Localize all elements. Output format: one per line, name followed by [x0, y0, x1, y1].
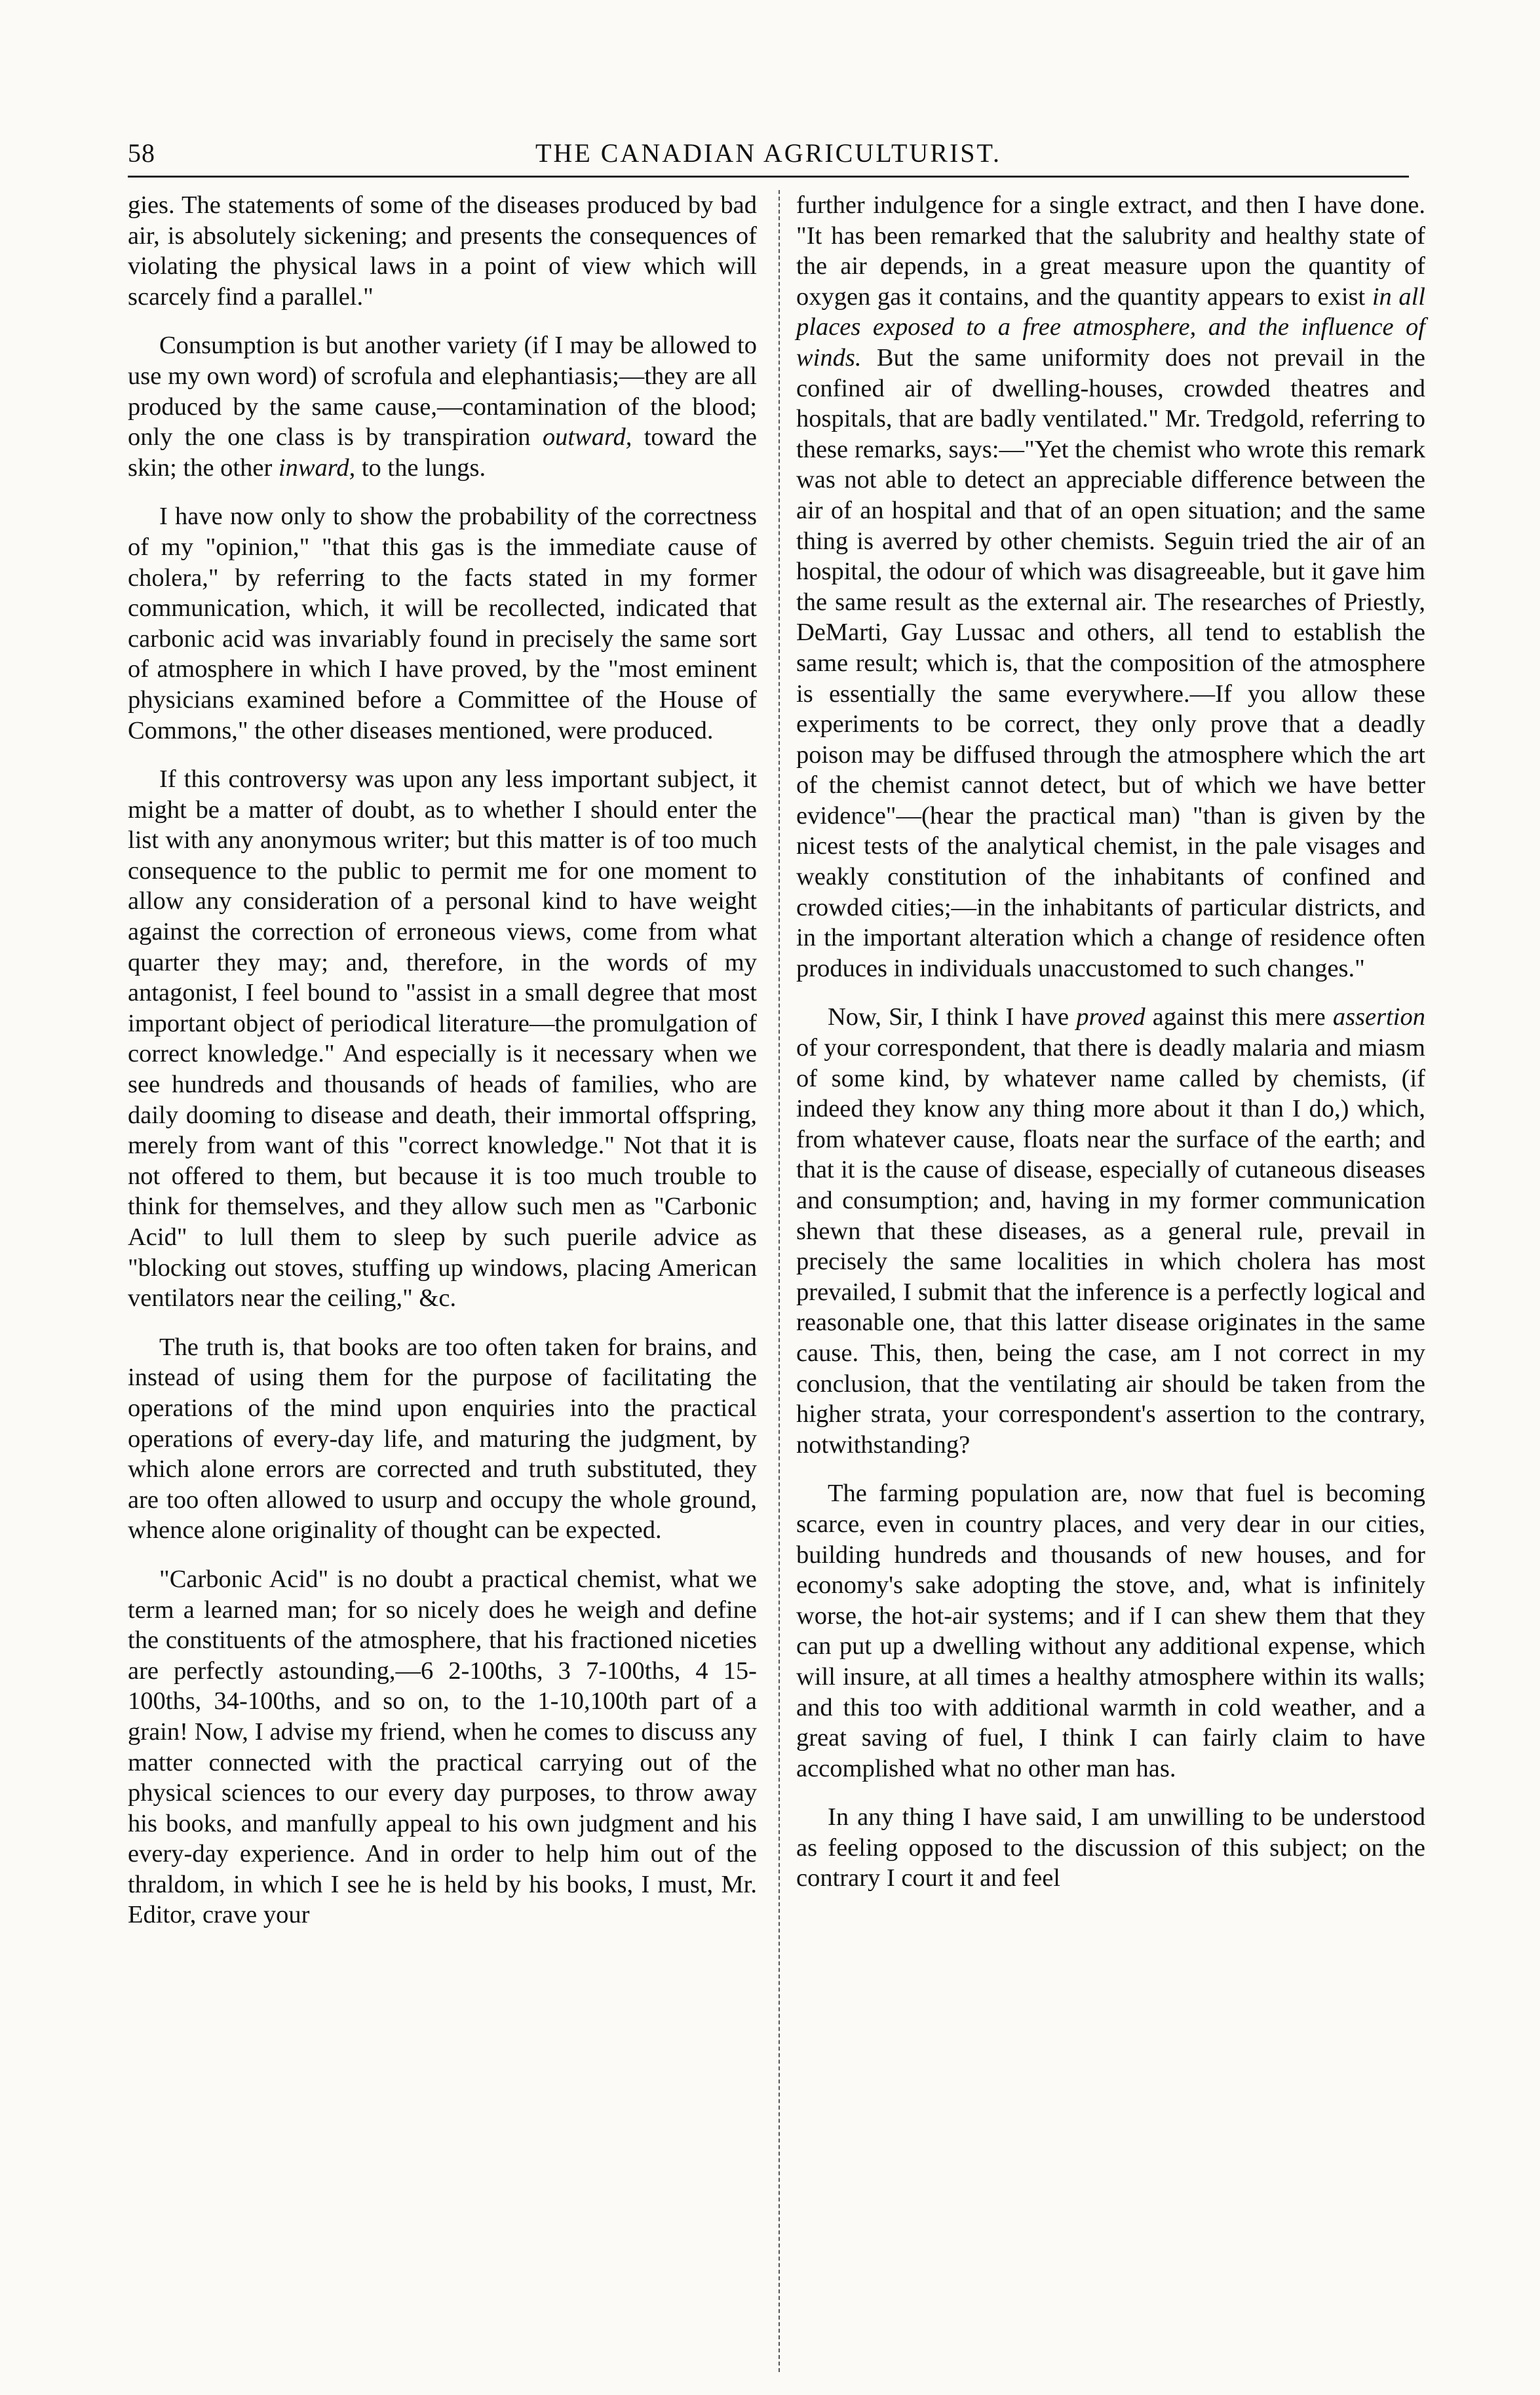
running-title: THE CANADIAN AGRICULTURIST. — [535, 138, 1001, 168]
paragraph — [796, 190, 1425, 984]
emphasis: in all places exposed to a free atmosphere, and the influence of winds. — [796, 282, 1425, 372]
text-run: against this mere — [1145, 1003, 1333, 1031]
page-header — [128, 138, 1409, 174]
paragraph — [128, 330, 757, 483]
paragraph: gies. The statements of some of the diseases produced by bad air, is absolutely sickening; and presents the consequences of violating the physical laws in a point of view which will scarcely find a parallel." — [128, 191, 757, 311]
column-divider — [779, 190, 780, 2372]
page-number: 58 — [128, 138, 155, 168]
text-run: But the same uniformity does not prevail in the confined air of dwelling-houses, crowded theatres and hospitals, that are badly ventilated." Mr. Tredgold, referring to these remarks, says:—"Yet the chemist who wrote this remark was not able to detect an appreciable difference between the air of an hospital and that of an open situation; and the same thing is averred by other chemists. Seguin tried the air of an hospital, the odour of which was disagreeable, but it gave him the same result as the external air. The researches of Priestly, DeMarti, Gay Lussac and others, all tend to establish the same result; which is, that the composition of the atmosphere is essentially the same everywhere.—If you allow these experiments to be correct, they only prove that a deadly poison may be diffused through the atmosphere which the art of the chemist cannot detect, but of which we have better evidence"—(hear the practical man) "than is given by the nicest tests of the analytical chemist, in the pale visages and weakly constitution of the inhabitants of confined and crowded cities;—in the inhabitants of particular districts, and in the important alteration which a change of residence often produces in individuals unaccustomed to such changes." — [796, 343, 1425, 982]
left-column — [128, 190, 757, 1930]
paragraph: The farming population are, now that fuel is becoming scarce, even in country places, and very dear in our cities, building hundreds and thousands of new houses, and for economy's sake adopting the stove, and, what is infinitely worse, the hot-air systems; and if I can shew them that they can put up a dwelling without any additional expense, which will insure, at all times a healthy atmosphere within its walls; and this too with additional warmth in cold weather, and a great saving of fuel, I think I can fairly claim to have accomplished what no other man has. — [796, 1480, 1425, 1782]
paragraph — [796, 1002, 1425, 1460]
emphasis: assertion — [1332, 1003, 1425, 1031]
emphasis: proved — [1076, 1003, 1145, 1031]
header-rule — [128, 176, 1409, 178]
text-run: to the lungs. — [355, 453, 486, 482]
text-run: toward the skin; the other — [128, 423, 757, 482]
emphasis: inward, — [278, 453, 356, 482]
paragraph: In any thing I have said, I am unwilling to be understood as feeling opposed to the discussion of this subject; on the contrary I court it and feel — [796, 1803, 1425, 1892]
paragraph: "Carbonic Acid" is no doubt a practical chemist, what we term a learned man; for so nicely does he weigh and define the constituents of the atmosphere, that his fractioned niceties are perfectly astounding,—6 2-100ths, 3 7-100ths, 4 15-100ths, 34-100ths, and so on, to the 1-10,100th part of a grain! Now, I advise my friend, when he comes to discuss any matter connected with the practical carrying out of the physical sciences to our every day purposes, to throw away his books, and manfully appeal to his own judgment and his every-day experience. And in order to help him out of the thraldom, in which I see he is held by his books, I must, Mr. Editor, crave your — [128, 1565, 757, 1929]
text-run: of your correspondent, that there is deadly malaria and miasm of some kind, by whatever name called by chemists, (if indeed they know any thing more about it than I do,) which, from whatever cause, floats near the surface of the earth; and that it is the cause of disease, especially of cutaneous diseases and consumption; and, having in my former communication shewn that these diseases, as a general rule, prevail in precisely the same localities in which cholera has most prevailed, I submit that the inference is a perfectly logical and reasonable one, that this latter disease originates in the same cause. This, then, being the case, am I not correct in my conclusion, that the ventilating air should be taken from the higher strata, your correspondent's assertion to the contrary, notwithstanding? — [796, 1034, 1425, 1459]
text-run: Now, Sir, I think I have — [828, 1003, 1077, 1031]
paragraph: The truth is, that books are too often taken for brains, and instead of using them for the purpose of facilitating the operations of the mind upon enquiries into the practical operations of every-day life, and maturing the judgment, by which alone errors are corrected and truth substituted, they are too often allowed to usurp and occupy the whole ground, whence alone originality of thought can be expected. — [128, 1333, 757, 1544]
text-run: further indulgence for a single extract, and then I have done. "It has been remarked that the salubrity and healthy state of the air depends, in a great measure upon the quantity of oxygen gas it contains, and the quantity appears to exist — [796, 191, 1425, 311]
paragraph: I have now only to show the probability of the correctness of my "opinion," "that this gas is the immediate cause of cholera," by referring to the facts stated in my former communication, which, it will be recollected, indicated that carbonic acid was invariably found in precisely the same sort of atmosphere in which I have proved, by the "most eminent physicians examined before a Committee of the House of Commons," the other diseases mentioned, were produced. — [128, 503, 757, 744]
paragraph: If this controversy was upon any less important subject, it might be a matter of doubt, as to whether I should enter the list with any anonymous writer; but this matter is of too much consequence to the public to permit me for one moment to allow any consideration of a personal kind to have weight against the correction of erroneous views, come from what quarter they may; and, therefore, in the words of my antagonist, I feel bound to "assist in a small degree that most important object of periodical literature—the promulgation of correct knowledge." And especially is it necessary when we see hundreds and thousands of heads of families, who are daily dooming to disease and death, their immortal offspring, merely from want of this "correct knowledge." Not that it is not offered to them, but because it is too much trouble to think for themselves, and they allow such men as "Carbonic Acid" to lull them to sleep by such puerile advice as "blocking out stoves, stuffing up windows, placing American ventilators near the ceiling," &c. — [128, 765, 757, 1312]
right-column — [796, 190, 1425, 1894]
text-run: Consumption is but another variety (if I may be allowed to use my own word) of scrofula and elephantiasis;—they are all produced by the same cause,—contamination of the blood; only the one class is by transpiration — [128, 332, 757, 451]
emphasis: outward, — [542, 423, 632, 451]
